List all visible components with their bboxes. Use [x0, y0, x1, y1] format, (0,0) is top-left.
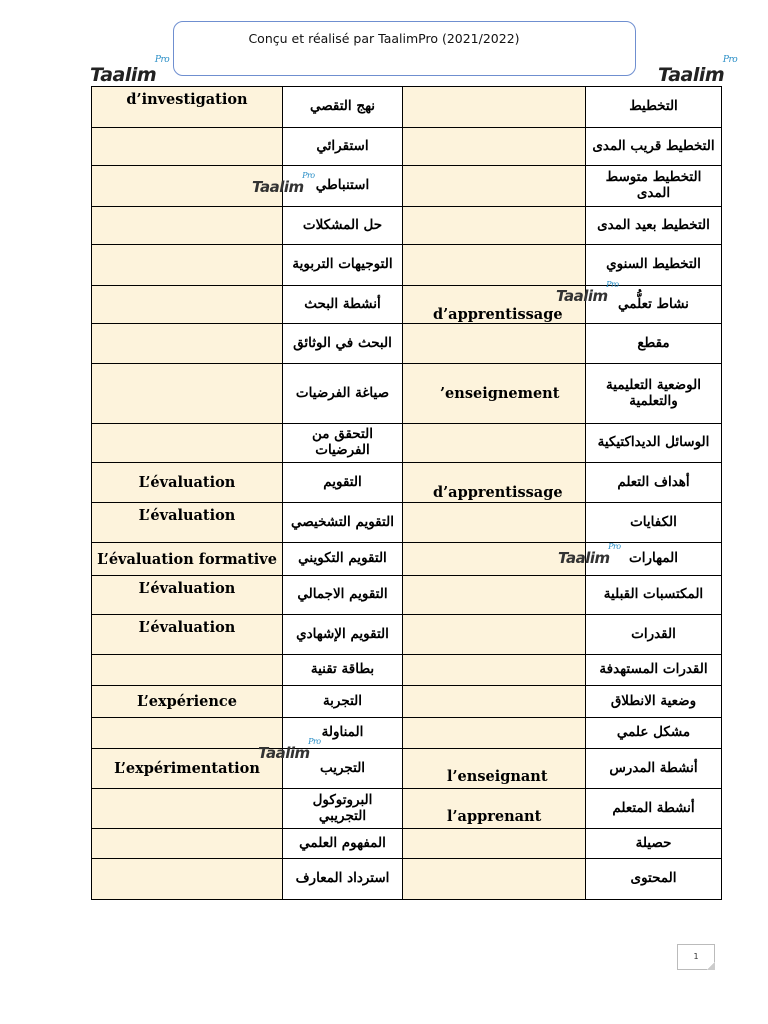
- arabic-term-cell: بطاقة تقنية: [283, 655, 403, 686]
- french-term-cell: L’expérimentation: [92, 749, 283, 789]
- arabic-term-cell: حل المشكلات: [283, 207, 403, 245]
- floating-label: d’apprentissage: [433, 484, 563, 501]
- blank-answer-cell: [403, 503, 586, 543]
- arabic-term-cell: المفهوم العلمي: [283, 829, 403, 859]
- arabic-term-cell: صياغة الفرضيات: [283, 364, 403, 424]
- table-row: [92, 286, 722, 324]
- arabic-term-cell: التخطيط بعيد المدى: [586, 207, 722, 245]
- taalimpro-logo-left: Taalim Pro: [90, 55, 170, 86]
- arabic-term-cell: استرداد المعارف: [283, 859, 403, 900]
- table-row: [92, 245, 722, 286]
- arabic-term-cell: نشاط تعلُّمي: [586, 286, 722, 324]
- french-term-cell: [92, 286, 283, 324]
- arabic-term-cell: وضعية الانطلاق: [586, 686, 722, 718]
- arabic-term-cell: التخطيط متوسط المدى: [586, 166, 722, 207]
- table-row: [92, 424, 722, 463]
- table-row: [92, 463, 722, 503]
- french-term-cell: d’investigation: [92, 87, 283, 128]
- french-term-cell: L’évaluation formative: [92, 543, 283, 576]
- table-row: [92, 749, 722, 789]
- arabic-term-cell: البحث في الوثائق: [283, 324, 403, 364]
- arabic-term-cell: المحتوى: [586, 859, 722, 900]
- arabic-term-cell: التخطيط السنوي: [586, 245, 722, 286]
- arabic-term-cell: التقويم الإشهادي: [283, 615, 403, 655]
- blank-answer-cell: [403, 207, 586, 245]
- arabic-term-cell: التوجيهات التربوية: [283, 245, 403, 286]
- french-term-cell: [92, 424, 283, 463]
- arabic-term-cell: التخطيط قريب المدى: [586, 128, 722, 166]
- table-row: [92, 686, 722, 718]
- floating-label: l’enseignant: [447, 768, 548, 785]
- arabic-term-cell: أنشطة البحث: [283, 286, 403, 324]
- blank-answer-cell: [403, 615, 586, 655]
- arabic-term-cell: أهداف التعلم: [586, 463, 722, 503]
- taalimpro-watermark: Taalim Pro: [558, 542, 621, 567]
- french-term-cell: [92, 655, 283, 686]
- french-term-cell: L’expérience: [92, 686, 283, 718]
- table-row: [92, 128, 722, 166]
- french-term-cell: [92, 364, 283, 424]
- blank-answer-cell: [403, 829, 586, 859]
- blank-answer-cell: [403, 859, 586, 900]
- table-row: [92, 87, 722, 128]
- blank-answer-cell: [403, 128, 586, 166]
- blank-answer-cell: [403, 424, 586, 463]
- table-row: [92, 364, 722, 424]
- blank-answer-cell: [403, 166, 586, 207]
- taalimpro-logo-right: Taalim Pro: [658, 55, 738, 86]
- french-term-cell: [92, 859, 283, 900]
- french-term-cell: L’évaluation: [92, 503, 283, 543]
- table-row: [92, 829, 722, 859]
- arabic-term-cell: استقرائي: [283, 128, 403, 166]
- table-row: [92, 576, 722, 615]
- arabic-term-cell: حصيلة: [586, 829, 722, 859]
- header-box: [173, 21, 636, 76]
- blank-answer-cell: [403, 87, 586, 128]
- arabic-term-cell: المناولة: [283, 718, 403, 749]
- page-number: 1: [677, 944, 715, 970]
- arabic-term-cell: نهج التقصي: [283, 87, 403, 128]
- blank-answer-cell: [403, 686, 586, 718]
- arabic-term-cell: الوسائل الديداكتيكية: [586, 424, 722, 463]
- blank-answer-cell: [403, 655, 586, 686]
- french-term-cell: L’évaluation: [92, 576, 283, 615]
- taalimpro-watermark: Taalim Pro: [258, 737, 321, 762]
- floating-label: d’apprentissage: [433, 306, 563, 323]
- arabic-term-cell: التجربة: [283, 686, 403, 718]
- french-term-cell: [92, 128, 283, 166]
- arabic-term-cell: التقويم التشخيصي: [283, 503, 403, 543]
- arabic-term-cell: التحقق من الفرضيات: [283, 424, 403, 463]
- arabic-term-cell: المكتسبات القبلية: [586, 576, 722, 615]
- blank-answer-cell: [403, 718, 586, 749]
- table-row: [92, 615, 722, 655]
- french-term-cell: [92, 789, 283, 829]
- blank-answer-cell: [403, 245, 586, 286]
- table-row: [92, 207, 722, 245]
- french-term-cell: [92, 718, 283, 749]
- arabic-term-cell: التقويم التكويني: [283, 543, 403, 576]
- table-row: [92, 166, 722, 207]
- arabic-term-cell: مقطع: [586, 324, 722, 364]
- vocabulary-table: [91, 86, 722, 900]
- french-term-cell: [92, 245, 283, 286]
- table-row: [92, 655, 722, 686]
- arabic-term-cell: التقويم الاجمالي: [283, 576, 403, 615]
- table-row: [92, 789, 722, 829]
- table-row: [92, 859, 722, 900]
- arabic-term-cell: أنشطة المدرس: [586, 749, 722, 789]
- french-term-cell: L’évaluation: [92, 615, 283, 655]
- table-row: [92, 324, 722, 364]
- arabic-term-cell: القدرات: [586, 615, 722, 655]
- table-row: [92, 543, 722, 576]
- arabic-term-cell: الوضعية التعليمية والتعلمية: [586, 364, 722, 424]
- floating-label: ’enseignement: [440, 385, 560, 402]
- french-term-cell: [92, 324, 283, 364]
- french-term-cell: [92, 829, 283, 859]
- arabic-term-cell: التجريب: [283, 749, 403, 789]
- blank-answer-cell: [403, 576, 586, 615]
- arabic-term-cell: البروتوكول التجريبي: [283, 789, 403, 829]
- arabic-term-cell: المهارات: [586, 543, 722, 576]
- header-credit: Conçu et réalisé par TaalimPro (2021/2022): [248, 31, 520, 46]
- french-term-cell: L’évaluation: [92, 463, 283, 503]
- floating-label: l’apprenant: [447, 808, 542, 825]
- table-row: [92, 718, 722, 749]
- arabic-term-cell: استنباطي: [283, 166, 403, 207]
- arabic-term-cell: الكفايات: [586, 503, 722, 543]
- arabic-term-cell: التقويم: [283, 463, 403, 503]
- blank-answer-cell: [403, 324, 586, 364]
- french-term-cell: [92, 207, 283, 245]
- taalimpro-watermark: Taalim Pro: [252, 171, 315, 196]
- arabic-term-cell: مشكل علمي: [586, 718, 722, 749]
- table-row: [92, 503, 722, 543]
- arabic-term-cell: القدرات المستهدفة: [586, 655, 722, 686]
- arabic-term-cell: التخطيط: [586, 87, 722, 128]
- arabic-term-cell: أنشطة المتعلم: [586, 789, 722, 829]
- taalimpro-watermark: Taalim Pro: [556, 280, 619, 305]
